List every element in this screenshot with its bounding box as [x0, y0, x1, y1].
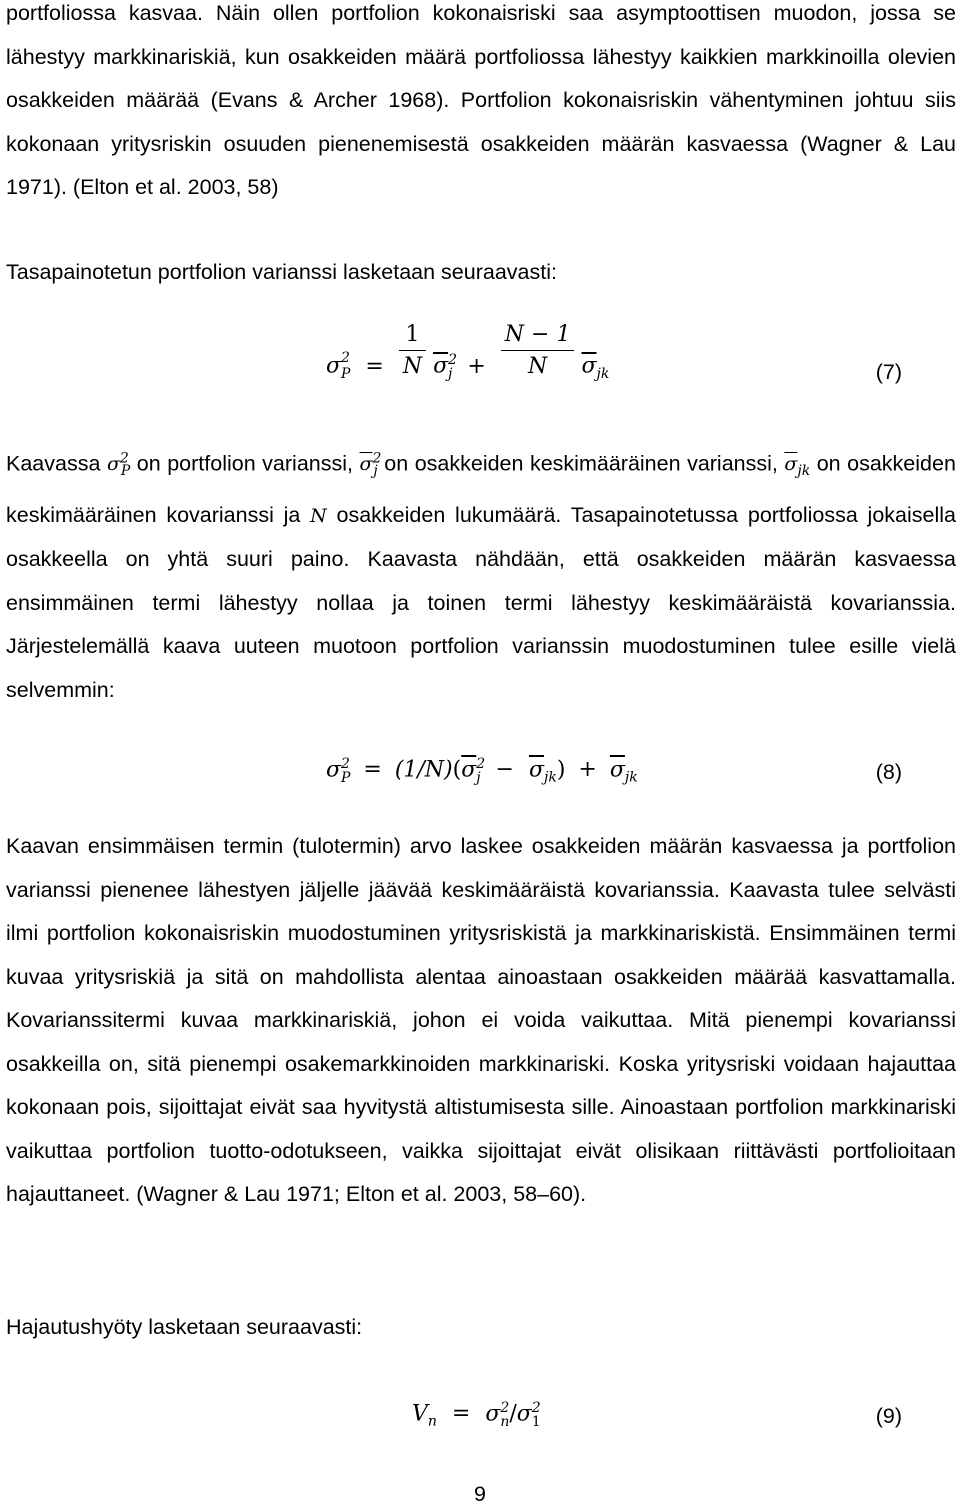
paragraph-diversification-lead: Hajautushyöty lasketaan seuraavasti: — [6, 1315, 363, 1339]
sigma-bar-symbol: $\overline{\sigma}$ — [581, 353, 597, 379]
plus-sign: + — [467, 353, 486, 379]
sigma-symbol: σ — [485, 1401, 501, 1427]
inline-sigma-j — [359, 451, 382, 480]
superscript: 2 — [119, 451, 129, 467]
close-paren: ) — [556, 757, 566, 783]
sigma-bar-symbol: $\overline{\sigma}$ — [433, 353, 449, 379]
plus-sign: + — [578, 757, 597, 783]
paragraph-equation-7-lead: Tasapainotetun portfolion varianssi lasketaan seuraavasti: — [6, 260, 557, 284]
sigma-bar-symbol: $\overline{\sigma}$ — [528, 757, 544, 783]
equation-8 — [0, 752, 960, 798]
text-segment: Kaavassa — [6, 451, 101, 476]
open-paren: ( — [452, 757, 462, 783]
v-symbol: V — [412, 1401, 428, 1427]
subscript: j — [373, 463, 378, 480]
one-over-n-term: (1/N) — [394, 757, 453, 783]
subscript: 1 — [531, 1413, 541, 1430]
sigma-bar-symbol: $\overline{\sigma}$ — [461, 757, 477, 783]
sigma-bar-symbol: $\overline{\sigma}$ — [609, 757, 625, 783]
equals-sign: = — [363, 757, 382, 783]
superscript: 2 — [372, 451, 382, 467]
inline-sigma-p — [106, 451, 131, 480]
text-segment: osakkeiden lukumäärä. Tasapainotetussa portfoliossa jokaisella osakkeella on yhtä suuri paino. Kaavasta nähdään, että osakkeiden määrän kasvaessa ensimmäinen termi lähestyy nollaa ja toinen termi lähestyy keskimääräistä kovarianssia. Järjestelemällä kaava uuteen muotoon portfolion varianssin muodostuminen tulee esille vielä selvemmin: — [6, 502, 956, 702]
slash: / — [509, 1401, 517, 1427]
sigma-bar-symbol: $\overline{\sigma}$ — [359, 453, 373, 476]
subscript: jk — [624, 769, 638, 786]
subscript: jk — [797, 463, 811, 480]
superscript: 2 — [531, 1400, 541, 1416]
subscript: n — [500, 1413, 510, 1430]
page-number: 9 — [474, 1482, 486, 1506]
numerator: N − 1 — [501, 320, 575, 351]
equation-number: (7) — [875, 360, 902, 384]
superscript: 2 — [500, 1400, 510, 1416]
superscript: 2 — [476, 756, 486, 772]
fraction-n-minus-1-over-N — [501, 320, 575, 383]
sigma-symbol: σ — [326, 353, 342, 379]
minus-sign: − — [495, 757, 514, 783]
superscript: 2 — [448, 352, 458, 369]
sigma-symbol: σ — [106, 453, 120, 476]
subscript: jk — [544, 769, 557, 786]
fraction-1-over-N — [399, 320, 426, 383]
equation-7 — [0, 322, 960, 410]
paragraph-variables — [6, 438, 956, 712]
subscript: n — [427, 1413, 437, 1430]
text-segment: on osakkeiden keskimääräinen kovarianssi ja — [6, 451, 956, 527]
sigma-symbol: σ — [516, 1401, 532, 1427]
numerator: 1 — [399, 320, 426, 351]
text-segment: on portfolion varianssi, — [136, 451, 353, 476]
equals-sign: = — [365, 353, 384, 379]
denominator: N — [528, 354, 548, 379]
text-segment: on osakkeiden keskimääräinen varianssi, — [384, 451, 778, 476]
sigma-symbol: σ — [326, 757, 342, 783]
subscript: j — [448, 365, 453, 382]
denominator: N — [402, 354, 423, 379]
subscript: P — [340, 365, 351, 382]
subscript: jk — [596, 365, 610, 382]
paragraph-intro: portfoliossa kasvaa. Näin ollen portfolion kokonaisriski saa asymptoottisen muodon, jossa se lähestyy markkinariskiä, kun osakkeiden määrä portfoliossa lähestyy kaikkien markkinoilla olevien osakkeiden määrää (Evans & Archer 1968). Portfolion kokonaisriskin vähentyminen johtuu siis kokonaan yritysriskin osuuden pienenemisestä osakkeiden määrän kasvaessa (Wagner & Lau 1971). (Elton et al. 2003, 58) — [6, 1, 956, 199]
sigma-bar-symbol: $\overline{\sigma}$ — [784, 453, 798, 476]
subscript: P — [340, 769, 351, 786]
subscript: P — [120, 463, 131, 480]
equals-sign: = — [451, 1401, 471, 1427]
superscript: 2 — [341, 350, 350, 367]
equation-9 — [0, 1396, 960, 1442]
paragraph-interpretation: Kaavan ensimmäisen termin (tulotermin) arvo laskee osakkeiden määrän kasvaessa ja portfolion varianssi pienenee lähestyen jäljelle jäävää keskimääräistä kovarianssia. Kaavasta tulee selvästi ilmi portfolion kokonaisriskin muodostuminen yritysriskistä ja markkinariskistä. Ensimmäinen termi kuvaa yritysriskiä ja sitä on mahdollista alentaa ainoastaan osakkeiden määrää kasvattamalla. Kovarianssitermi kuvaa markkinariskiä, johon ei voida vaikuttaa. Mitä pienempi kovarianssi osakkeilla on, sitä pienempi osakemarkkinoiden markkinariski. Koska yritysriski voidaan hajauttaa kokonaan pois, sijoittajat eivät saa hyvitystä altistumisesta sille. Ainoastaan portfolion markkinariski vaikuttaa portfolion tuotto-odotukseen, vaikka sijoittajat eivät olisikaan riittävästi portfolioitaan hajauttaneet. (Wagner & Lau 1971; Elton et al. 2003, 58–60). — [6, 834, 956, 1206]
superscript: 2 — [341, 756, 350, 772]
subscript: j — [476, 769, 481, 786]
equation-number: (8) — [875, 760, 902, 784]
inline-sigma-jk — [784, 453, 811, 480]
equation-number: (9) — [875, 1404, 902, 1428]
inline-N: N — [310, 504, 327, 527]
